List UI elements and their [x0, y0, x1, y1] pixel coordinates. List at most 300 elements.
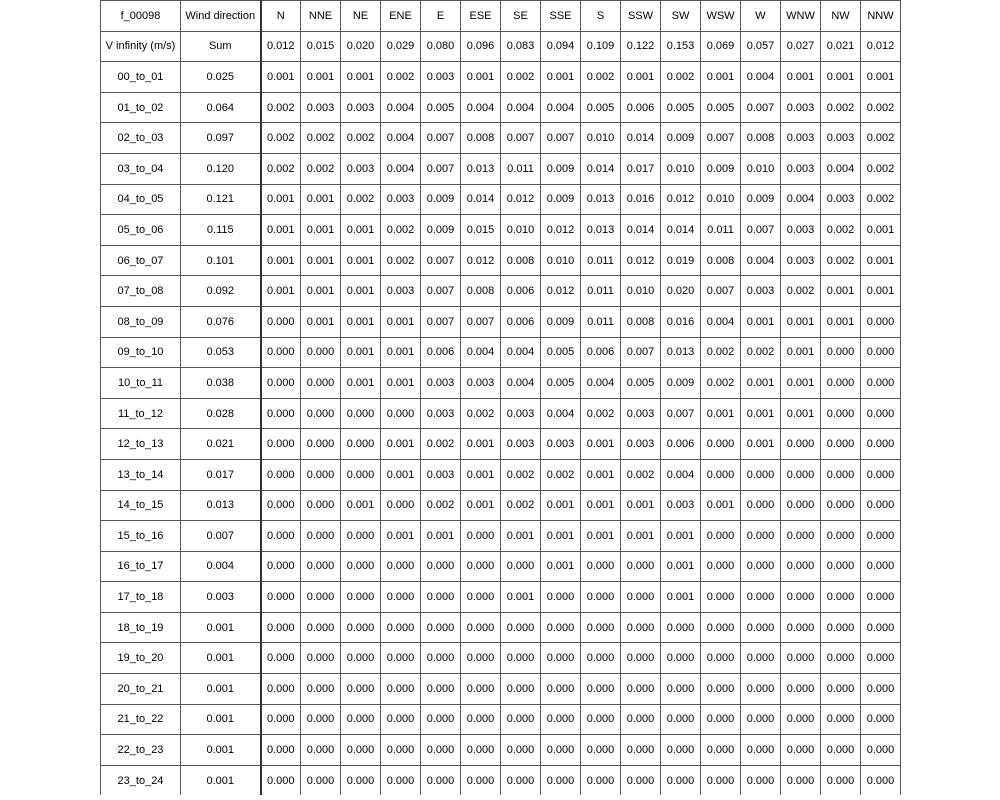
frequency-cell: 0.001 — [661, 551, 701, 582]
frequency-cell: 0.007 — [421, 276, 461, 307]
frequency-cell: 0.000 — [861, 337, 901, 368]
frequency-cell: 0.000 — [781, 582, 821, 613]
frequency-cell: 0.008 — [621, 306, 661, 337]
frequency-cell: 0.011 — [581, 276, 621, 307]
table-row — [101, 31, 901, 62]
frequency-cell: 0.007 — [741, 215, 781, 246]
sum-cell: 0.001 — [181, 704, 261, 735]
frequency-cell: 0.000 — [541, 643, 581, 674]
frequency-cell: 0.004 — [741, 62, 781, 93]
frequency-cell: 0.000 — [381, 612, 421, 643]
frequency-cell: 0.001 — [821, 62, 861, 93]
frequency-cell: 0.001 — [781, 306, 821, 337]
speed-bin-cell: 19_to_20 — [101, 643, 181, 674]
direction-header-cell: ENE — [381, 1, 421, 32]
frequency-cell: 0.008 — [461, 123, 501, 154]
speed-bin-cell: 10_to_11 — [101, 368, 181, 399]
frequency-cell: 0.001 — [341, 337, 381, 368]
frequency-cell: 0.000 — [861, 398, 901, 429]
frequency-cell: 0.029 — [381, 31, 421, 62]
frequency-cell: 0.000 — [821, 368, 861, 399]
frequency-cell: 0.009 — [421, 184, 461, 215]
frequency-cell: 0.000 — [261, 674, 301, 705]
sum-cell: 0.007 — [181, 521, 261, 552]
frequency-cell: 0.001 — [341, 368, 381, 399]
frequency-cell: 0.000 — [821, 582, 861, 613]
sum-cell: 0.021 — [181, 429, 261, 460]
frequency-cell: 0.000 — [301, 337, 341, 368]
speed-bin-cell: 08_to_09 — [101, 306, 181, 337]
frequency-cell: 0.000 — [781, 612, 821, 643]
frequency-cell: 0.003 — [381, 276, 421, 307]
frequency-cell: 0.001 — [661, 582, 701, 613]
table-row — [101, 551, 901, 582]
frequency-cell: 0.000 — [461, 582, 501, 613]
frequency-cell: 0.001 — [261, 276, 301, 307]
frequency-cell: 0.001 — [861, 276, 901, 307]
frequency-cell: 0.000 — [741, 459, 781, 490]
frequency-cell: 0.004 — [541, 398, 581, 429]
frequency-cell: 0.000 — [301, 735, 341, 766]
frequency-cell: 0.000 — [381, 674, 421, 705]
frequency-cell: 0.000 — [661, 735, 701, 766]
frequency-cell: 0.003 — [661, 490, 701, 521]
frequency-cell: 0.094 — [541, 31, 581, 62]
frequency-cell: 0.000 — [421, 704, 461, 735]
frequency-cell: 0.003 — [781, 123, 821, 154]
frequency-cell: 0.000 — [341, 582, 381, 613]
frequency-cell: 0.000 — [661, 612, 701, 643]
table-row — [101, 582, 901, 613]
frequency-cell: 0.001 — [741, 398, 781, 429]
frequency-cell: 0.000 — [541, 582, 581, 613]
sum-cell: 0.101 — [181, 245, 261, 276]
frequency-cell: 0.001 — [781, 62, 821, 93]
table-row — [101, 704, 901, 735]
sum-cell: 0.017 — [181, 459, 261, 490]
frequency-cell: 0.000 — [261, 398, 301, 429]
frequency-cell: 0.001 — [381, 429, 421, 460]
frequency-cell: 0.013 — [661, 337, 701, 368]
frequency-cell: 0.003 — [421, 368, 461, 399]
frequency-cell: 0.000 — [741, 704, 781, 735]
frequency-cell: 0.000 — [621, 765, 661, 795]
frequency-cell: 0.000 — [741, 582, 781, 613]
frequency-cell: 0.004 — [461, 92, 501, 123]
frequency-cell: 0.006 — [581, 337, 621, 368]
frequency-cell: 0.003 — [621, 429, 661, 460]
frequency-cell: 0.000 — [741, 735, 781, 766]
frequency-cell: 0.000 — [701, 735, 741, 766]
frequency-cell: 0.000 — [261, 306, 301, 337]
frequency-cell: 0.001 — [741, 368, 781, 399]
table-row — [101, 429, 901, 460]
frequency-cell: 0.014 — [621, 215, 661, 246]
sum-cell: 0.120 — [181, 153, 261, 184]
direction-header-cell: NE — [341, 1, 381, 32]
sum-cell: 0.001 — [181, 735, 261, 766]
frequency-cell: 0.000 — [341, 612, 381, 643]
direction-header-cell: NNE — [301, 1, 341, 32]
frequency-cell: 0.153 — [661, 31, 701, 62]
speed-bin-cell: 12_to_13 — [101, 429, 181, 460]
frequency-cell: 0.010 — [621, 276, 661, 307]
frequency-cell: 0.009 — [701, 153, 741, 184]
frequency-cell: 0.001 — [381, 459, 421, 490]
frequency-cell: 0.069 — [701, 31, 741, 62]
frequency-cell: 0.000 — [741, 765, 781, 795]
frequency-cell: 0.001 — [301, 62, 341, 93]
frequency-cell: 0.000 — [461, 521, 501, 552]
frequency-cell: 0.083 — [501, 31, 541, 62]
frequency-cell: 0.001 — [581, 490, 621, 521]
frequency-cell: 0.000 — [621, 704, 661, 735]
direction-header-cell: WSW — [701, 1, 741, 32]
sum-cell: 0.092 — [181, 276, 261, 307]
frequency-cell: 0.000 — [341, 521, 381, 552]
frequency-cell: 0.001 — [301, 184, 341, 215]
frequency-cell: 0.012 — [541, 215, 581, 246]
speed-bin-cell: 13_to_14 — [101, 459, 181, 490]
frequency-cell: 0.000 — [341, 459, 381, 490]
speed-bin-cell: 03_to_04 — [101, 153, 181, 184]
frequency-cell: 0.000 — [821, 765, 861, 795]
frequency-cell: 0.000 — [501, 674, 541, 705]
frequency-cell: 0.002 — [661, 62, 701, 93]
frequency-cell: 0.000 — [861, 643, 901, 674]
frequency-cell: 0.001 — [341, 62, 381, 93]
frequency-cell: 0.000 — [421, 582, 461, 613]
table-row — [101, 459, 901, 490]
frequency-cell: 0.000 — [461, 704, 501, 735]
frequency-cell: 0.005 — [541, 368, 581, 399]
header-label-cell: f_00098 — [101, 1, 181, 32]
frequency-cell: 0.000 — [381, 643, 421, 674]
frequency-cell: 0.001 — [461, 429, 501, 460]
frequency-cell: 0.003 — [501, 429, 541, 460]
direction-header-cell: WNW — [781, 1, 821, 32]
frequency-cell: 0.003 — [821, 123, 861, 154]
frequency-cell: 0.000 — [701, 643, 741, 674]
frequency-cell: 0.004 — [381, 92, 421, 123]
header-label-cell: Wind direction — [181, 1, 261, 32]
frequency-cell: 0.000 — [421, 765, 461, 795]
speed-bin-cell: 00_to_01 — [101, 62, 181, 93]
frequency-cell: 0.002 — [341, 123, 381, 154]
frequency-cell: 0.001 — [301, 245, 341, 276]
frequency-cell: 0.002 — [381, 62, 421, 93]
frequency-cell: 0.000 — [741, 643, 781, 674]
frequency-cell: 0.001 — [501, 521, 541, 552]
frequency-cell: 0.002 — [381, 245, 421, 276]
frequency-cell: 0.002 — [301, 123, 341, 154]
frequency-cell: 0.000 — [741, 490, 781, 521]
frequency-cell: 0.016 — [621, 184, 661, 215]
frequency-cell: 0.003 — [821, 184, 861, 215]
frequency-cell: 0.006 — [501, 276, 541, 307]
speed-bin-cell: 21_to_22 — [101, 704, 181, 735]
frequency-cell: 0.000 — [781, 459, 821, 490]
frequency-cell: 0.009 — [541, 184, 581, 215]
frequency-cell: 0.003 — [781, 153, 821, 184]
sum-cell: 0.001 — [181, 765, 261, 795]
frequency-cell: 0.000 — [501, 765, 541, 795]
frequency-cell: 0.000 — [581, 674, 621, 705]
table-row — [101, 215, 901, 246]
frequency-cell: 0.000 — [821, 704, 861, 735]
speed-bin-cell: 22_to_23 — [101, 735, 181, 766]
frequency-cell: 0.015 — [301, 31, 341, 62]
frequency-cell: 0.000 — [861, 459, 901, 490]
frequency-cell: 0.000 — [541, 674, 581, 705]
frequency-cell: 0.001 — [261, 184, 301, 215]
frequency-cell: 0.000 — [301, 612, 341, 643]
table-row — [101, 612, 901, 643]
frequency-cell: 0.000 — [781, 643, 821, 674]
frequency-cell: 0.002 — [501, 490, 541, 521]
table-row — [101, 62, 901, 93]
direction-header-cell: SSE — [541, 1, 581, 32]
frequency-cell: 0.002 — [861, 184, 901, 215]
frequency-cell: 0.011 — [501, 153, 541, 184]
frequency-cell: 0.002 — [301, 153, 341, 184]
frequency-cell: 0.000 — [861, 551, 901, 582]
frequency-cell: 0.005 — [621, 368, 661, 399]
frequency-cell: 0.000 — [581, 612, 621, 643]
frequency-cell: 0.000 — [301, 490, 341, 521]
frequency-cell: 0.001 — [341, 490, 381, 521]
frequency-cell: 0.002 — [741, 337, 781, 368]
frequency-cell: 0.010 — [501, 215, 541, 246]
frequency-cell: 0.000 — [541, 735, 581, 766]
frequency-cell: 0.003 — [341, 153, 381, 184]
frequency-cell: 0.000 — [861, 306, 901, 337]
frequency-cell: 0.012 — [861, 31, 901, 62]
frequency-cell: 0.001 — [861, 215, 901, 246]
frequency-cell: 0.000 — [781, 429, 821, 460]
frequency-cell: 0.003 — [421, 459, 461, 490]
frequency-cell: 0.000 — [821, 459, 861, 490]
frequency-cell: 0.000 — [861, 521, 901, 552]
frequency-cell: 0.007 — [661, 398, 701, 429]
frequency-cell: 0.004 — [541, 92, 581, 123]
frequency-cell: 0.000 — [781, 704, 821, 735]
sum-cell: 0.001 — [181, 643, 261, 674]
speed-bin-cell: 05_to_06 — [101, 215, 181, 246]
frequency-cell: 0.000 — [581, 643, 621, 674]
speed-bin-cell: V infinity (m/s) — [101, 31, 181, 62]
frequency-cell: 0.000 — [701, 582, 741, 613]
table-row — [101, 153, 901, 184]
frequency-cell: 0.001 — [261, 245, 301, 276]
frequency-cell: 0.012 — [461, 245, 501, 276]
frequency-cell: 0.000 — [861, 490, 901, 521]
frequency-cell: 0.000 — [261, 704, 301, 735]
frequency-cell: 0.000 — [301, 765, 341, 795]
frequency-cell: 0.000 — [261, 735, 301, 766]
frequency-cell: 0.000 — [261, 337, 301, 368]
frequency-cell: 0.001 — [301, 306, 341, 337]
frequency-cell: 0.007 — [701, 276, 741, 307]
frequency-cell: 0.011 — [701, 215, 741, 246]
frequency-cell: 0.004 — [381, 153, 421, 184]
speed-bin-cell: 23_to_24 — [101, 765, 181, 795]
frequency-cell: 0.019 — [661, 245, 701, 276]
frequency-cell: 0.002 — [541, 459, 581, 490]
sum-cell: 0.121 — [181, 184, 261, 215]
frequency-cell: 0.000 — [621, 674, 661, 705]
frequency-cell: 0.007 — [501, 123, 541, 154]
frequency-cell: 0.000 — [701, 551, 741, 582]
frequency-cell: 0.000 — [581, 582, 621, 613]
frequency-cell: 0.014 — [581, 153, 621, 184]
direction-header-cell: N — [261, 1, 301, 32]
frequency-cell: 0.000 — [461, 735, 501, 766]
frequency-cell: 0.001 — [461, 490, 501, 521]
frequency-cell: 0.002 — [341, 184, 381, 215]
frequency-cell: 0.000 — [261, 368, 301, 399]
table-row — [101, 735, 901, 766]
frequency-cell: 0.000 — [861, 765, 901, 795]
frequency-cell: 0.006 — [621, 92, 661, 123]
table-row — [101, 245, 901, 276]
frequency-cell: 0.007 — [421, 123, 461, 154]
speed-bin-cell: 01_to_02 — [101, 92, 181, 123]
frequency-cell: 0.000 — [821, 735, 861, 766]
frequency-cell: 0.000 — [861, 429, 901, 460]
sum-cell: 0.028 — [181, 398, 261, 429]
frequency-cell: 0.000 — [821, 398, 861, 429]
frequency-cell: 0.007 — [421, 245, 461, 276]
frequency-cell: 0.004 — [701, 306, 741, 337]
frequency-cell: 0.000 — [821, 551, 861, 582]
frequency-cell: 0.001 — [821, 276, 861, 307]
frequency-cell: 0.001 — [821, 306, 861, 337]
frequency-cell: 0.000 — [861, 704, 901, 735]
frequency-cell: 0.001 — [381, 521, 421, 552]
table-row — [101, 184, 901, 215]
frequency-cell: 0.002 — [581, 62, 621, 93]
sum-cell: Sum — [181, 31, 261, 62]
frequency-cell: 0.002 — [381, 215, 421, 246]
frequency-cell: 0.000 — [381, 765, 421, 795]
frequency-cell: 0.004 — [821, 153, 861, 184]
table-row — [101, 765, 901, 795]
frequency-cell: 0.000 — [661, 643, 701, 674]
frequency-cell: 0.000 — [701, 674, 741, 705]
frequency-cell: 0.016 — [661, 306, 701, 337]
frequency-cell: 0.000 — [261, 551, 301, 582]
direction-header-cell: NNW — [861, 1, 901, 32]
frequency-cell: 0.013 — [581, 184, 621, 215]
frequency-cell: 0.005 — [661, 92, 701, 123]
frequency-cell: 0.000 — [701, 521, 741, 552]
frequency-cell: 0.001 — [861, 245, 901, 276]
sum-cell: 0.013 — [181, 490, 261, 521]
frequency-cell: 0.004 — [661, 459, 701, 490]
frequency-cell: 0.002 — [861, 123, 901, 154]
frequency-cell: 0.000 — [341, 735, 381, 766]
frequency-cell: 0.004 — [501, 368, 541, 399]
frequency-cell: 0.012 — [541, 276, 581, 307]
frequency-cell: 0.003 — [421, 62, 461, 93]
table-row — [101, 398, 901, 429]
frequency-cell: 0.002 — [861, 92, 901, 123]
frequency-cell: 0.002 — [581, 398, 621, 429]
frequency-cell: 0.001 — [781, 368, 821, 399]
direction-header-cell: ESE — [461, 1, 501, 32]
frequency-cell: 0.000 — [501, 643, 541, 674]
frequency-cell: 0.004 — [501, 337, 541, 368]
frequency-cell: 0.001 — [701, 62, 741, 93]
frequency-cell: 0.000 — [821, 674, 861, 705]
direction-header-cell: NW — [821, 1, 861, 32]
frequency-cell: 0.010 — [581, 123, 621, 154]
frequency-cell: 0.000 — [301, 551, 341, 582]
frequency-cell: 0.000 — [861, 368, 901, 399]
frequency-cell: 0.000 — [501, 735, 541, 766]
frequency-cell: 0.000 — [301, 459, 341, 490]
frequency-cell: 0.000 — [581, 551, 621, 582]
frequency-cell: 0.015 — [461, 215, 501, 246]
frequency-cell: 0.000 — [341, 398, 381, 429]
frequency-cell: 0.004 — [461, 337, 501, 368]
frequency-cell: 0.000 — [861, 582, 901, 613]
frequency-cell: 0.004 — [581, 368, 621, 399]
frequency-cell: 0.002 — [821, 92, 861, 123]
frequency-cell: 0.001 — [301, 215, 341, 246]
frequency-cell: 0.004 — [381, 123, 421, 154]
frequency-cell: 0.000 — [821, 337, 861, 368]
sum-cell: 0.076 — [181, 306, 261, 337]
frequency-cell: 0.009 — [541, 153, 581, 184]
frequency-cell: 0.000 — [821, 643, 861, 674]
frequency-cell: 0.000 — [581, 765, 621, 795]
frequency-cell: 0.002 — [501, 62, 541, 93]
frequency-cell: 0.000 — [301, 582, 341, 613]
frequency-cell: 0.000 — [621, 612, 661, 643]
frequency-cell: 0.000 — [461, 612, 501, 643]
frequency-cell: 0.000 — [741, 674, 781, 705]
frequency-cell: 0.003 — [621, 398, 661, 429]
frequency-cell: 0.000 — [421, 674, 461, 705]
frequency-cell: 0.002 — [821, 245, 861, 276]
direction-header-cell: E — [421, 1, 461, 32]
frequency-cell: 0.000 — [261, 612, 301, 643]
frequency-cell: 0.000 — [301, 368, 341, 399]
speed-bin-cell: 17_to_18 — [101, 582, 181, 613]
frequency-cell: 0.008 — [461, 276, 501, 307]
speed-bin-cell: 02_to_03 — [101, 123, 181, 154]
frequency-cell: 0.001 — [861, 62, 901, 93]
direction-header-cell: W — [741, 1, 781, 32]
frequency-cell: 0.008 — [701, 245, 741, 276]
frequency-cell: 0.003 — [301, 92, 341, 123]
frequency-cell: 0.000 — [381, 398, 421, 429]
frequency-cell: 0.001 — [341, 276, 381, 307]
frequency-cell: 0.000 — [261, 490, 301, 521]
sum-cell: 0.004 — [181, 551, 261, 582]
table-row — [101, 92, 901, 123]
frequency-cell: 0.003 — [781, 92, 821, 123]
frequency-cell: 0.003 — [461, 368, 501, 399]
frequency-cell: 0.007 — [421, 153, 461, 184]
frequency-cell: 0.007 — [421, 306, 461, 337]
frequency-cell: 0.001 — [621, 62, 661, 93]
frequency-cell: 0.000 — [781, 521, 821, 552]
frequency-cell: 0.000 — [381, 490, 421, 521]
speed-bin-cell: 15_to_16 — [101, 521, 181, 552]
